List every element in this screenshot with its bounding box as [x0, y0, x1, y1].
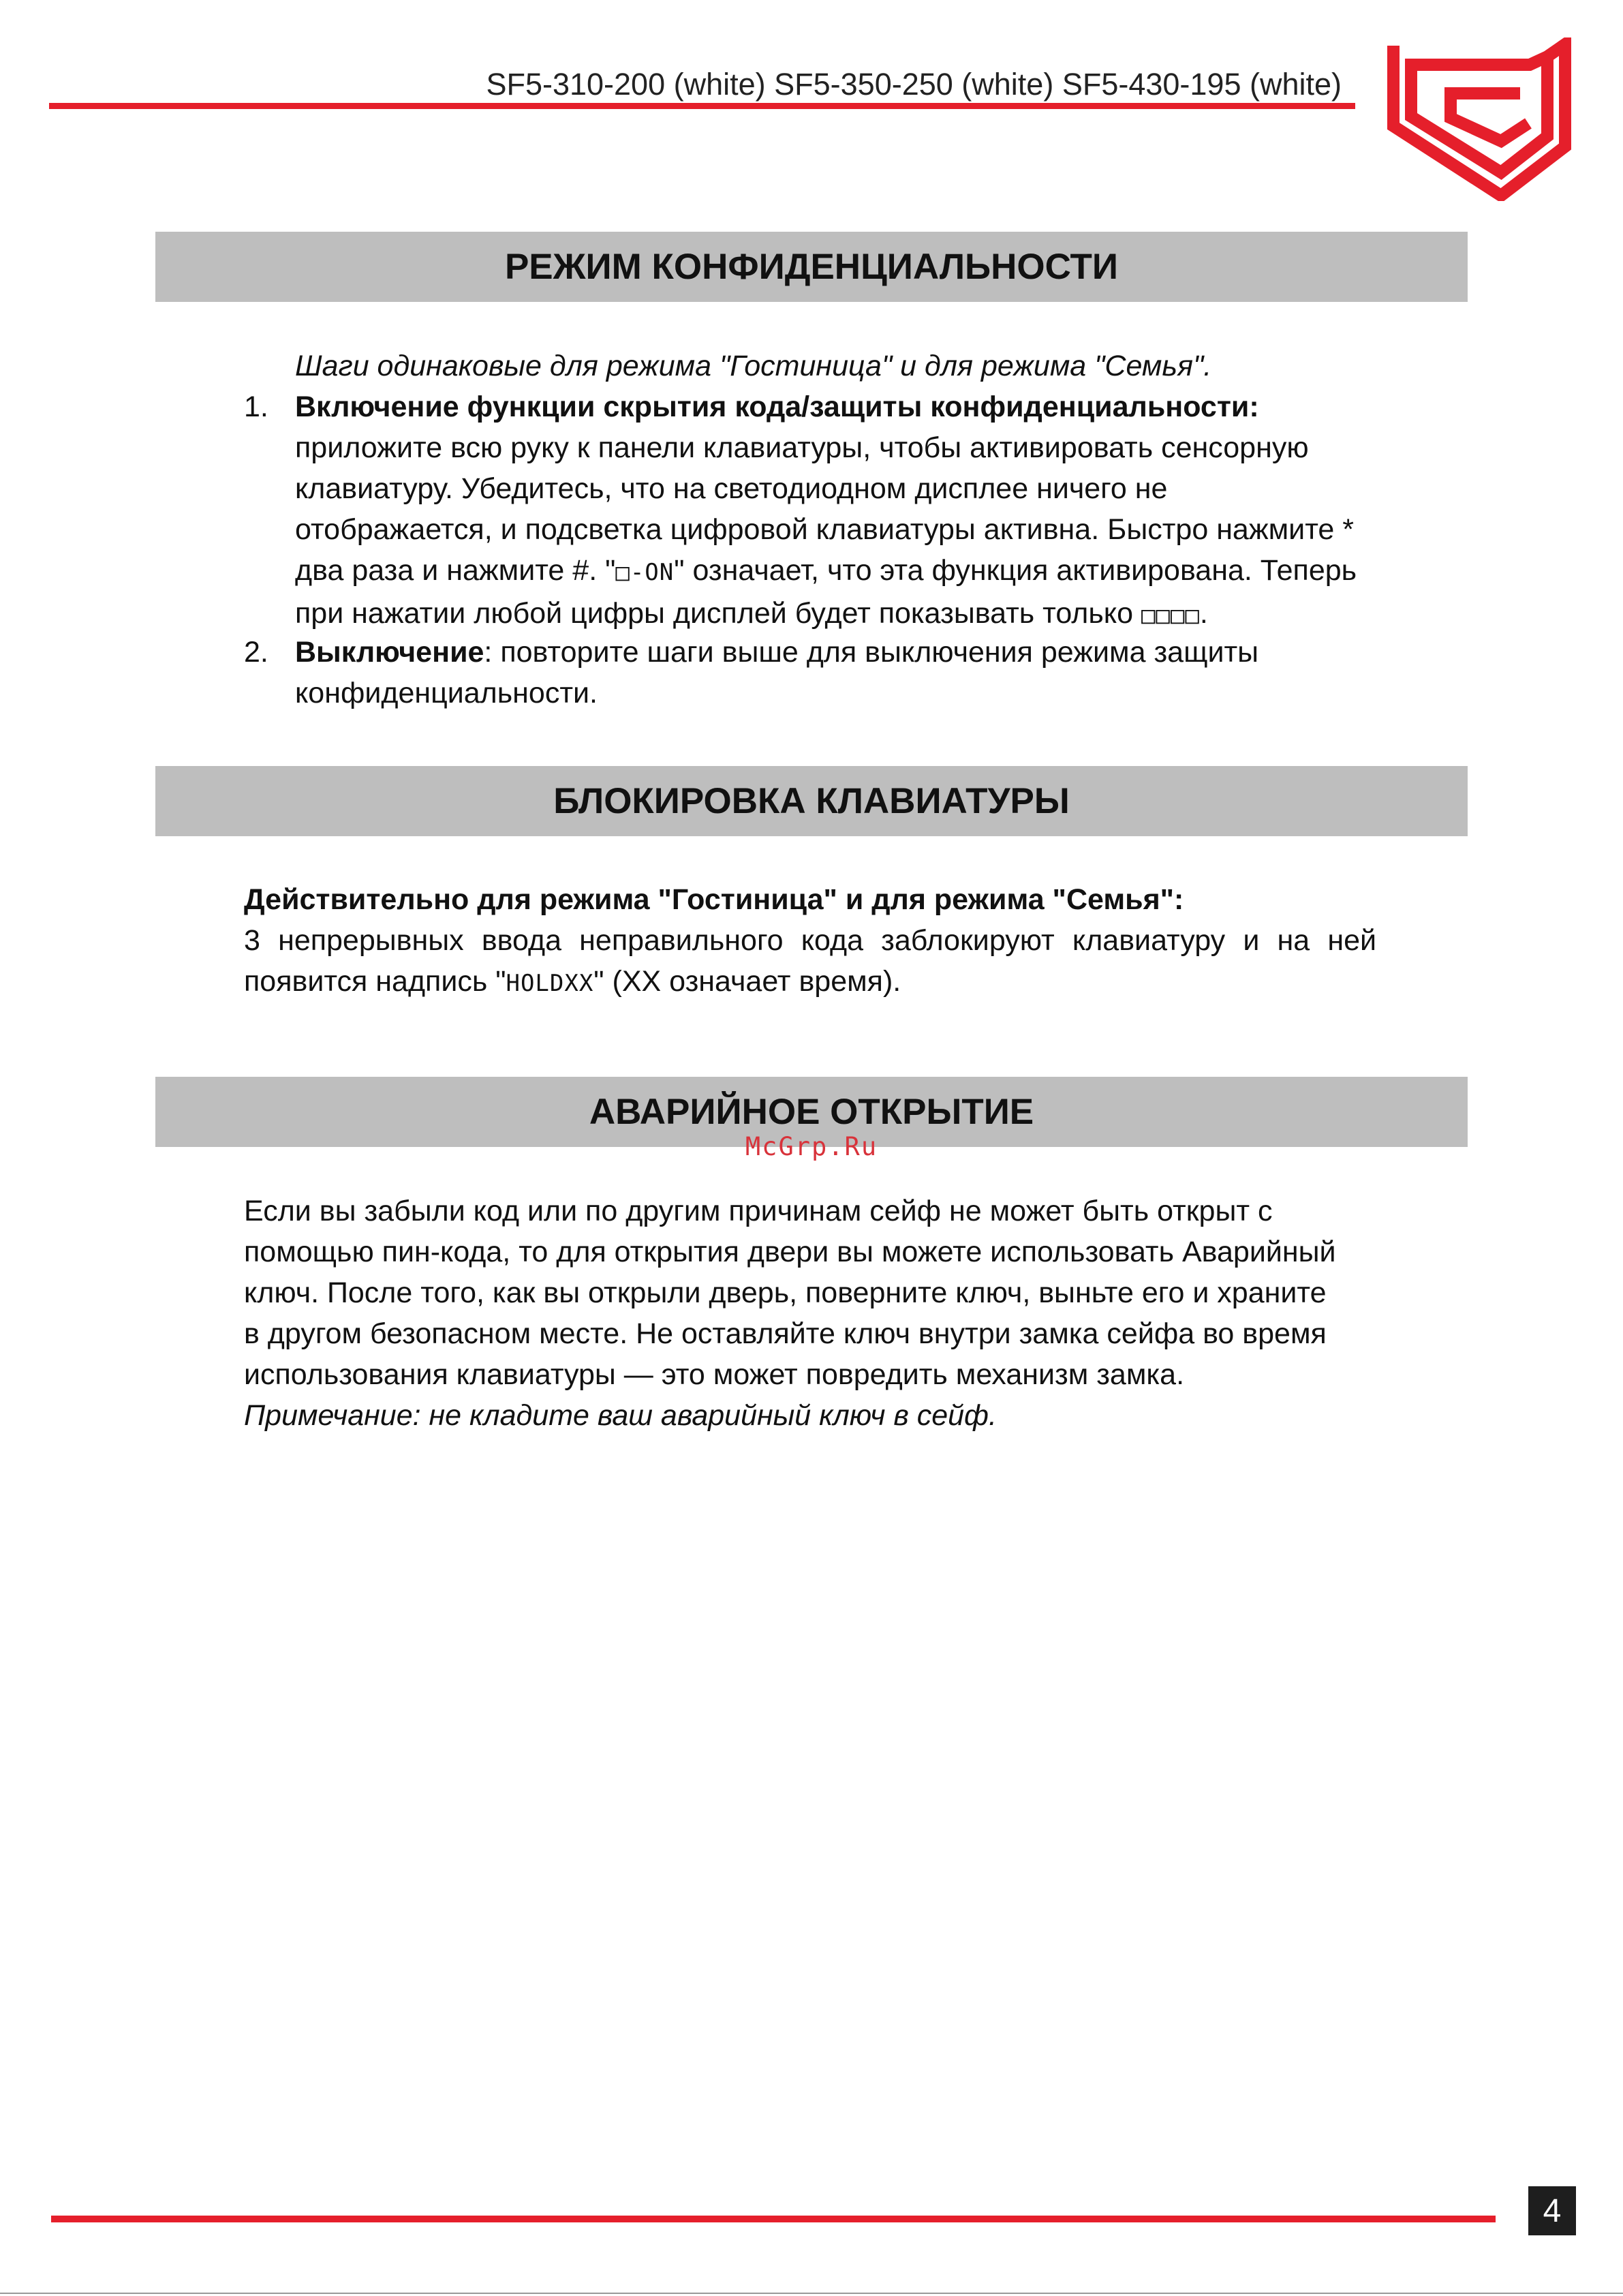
footer-red-rule	[51, 2216, 1496, 2222]
emergency-section-title: АВАРИЙНОЕ ОТКРЫТИЕ	[155, 1077, 1468, 1147]
text-line: Если вы забыли код или по другим причинам сейф не может быть открыт с	[244, 1195, 1273, 1227]
list-number: 1.	[244, 391, 268, 423]
privacy-step-disable	[295, 632, 1258, 714]
lcd-masked-display: □□□□	[1141, 602, 1200, 629]
text-line: приложите всю руку к панели клавиатуры, чтобы активировать сенсорную	[295, 431, 1309, 464]
text-line: Выключение: повторите шаги выше для выключения режима защиты	[295, 636, 1259, 669]
privacy-step-enable	[295, 386, 1357, 636]
page-bottom-edge	[0, 2293, 1623, 2294]
header-model-list: SF5-310-200 (white) SF5-350-250 (white) SF5-430-195 (white)	[486, 67, 1342, 102]
keypad-lock-section-title: БЛОКИРОВКА КЛАВИАТУРЫ	[155, 766, 1468, 836]
text-line: в другом безопасном месте. Не оставляйте ключ внутри замка сейфа во время	[244, 1317, 1327, 1350]
keypad-lock-body	[244, 879, 1376, 1004]
text-line: использования клавиатуры — это может повредить механизм замка.	[244, 1358, 1185, 1391]
text-line: отображается, и подсветка цифровой клавиатуры активна. Быстро нажмите *	[295, 513, 1355, 546]
text-line: появится надпись "HOLDXX" (XX означает время).	[244, 965, 901, 998]
privacy-intro: Шаги одинаковые для режима "Гостиница" и для режима "Семья".	[295, 350, 1212, 382]
lcd-code-display: □-ON	[615, 559, 675, 586]
step-heading: Выключение	[295, 636, 484, 669]
text-line: ключ. После того, как вы открыли дверь, поверните ключ, выньте его и храните	[244, 1276, 1327, 1309]
header-red-rule	[49, 103, 1355, 109]
list-number: 2.	[244, 636, 268, 669]
emergency-body	[244, 1191, 1336, 1436]
privacy-section-title: РЕЖИМ КОНФИДЕНЦИАЛЬНОСТИ	[155, 232, 1468, 302]
step-heading: Включение функции скрытия кода/защиты конфиденциальности:	[295, 391, 1259, 423]
text-line: конфиденциальности.	[295, 677, 598, 709]
brand-logo-icon	[1387, 37, 1574, 201]
lock-subtitle: Действительно для режима "Гостиница" и для режима "Семья":	[244, 883, 1184, 916]
text-line: помощью пин-кода, то для открытия двери вы можете использовать Аварийный	[244, 1236, 1336, 1268]
page-number: 4	[1528, 2186, 1576, 2235]
text-line: 3 непрерывных ввода неправильного кода заблокируют клавиатуру и на ней	[244, 924, 1376, 957]
emergency-note: Примечание: не кладите ваш аварийный ключ в сейф.	[244, 1399, 997, 1432]
text-line: клавиатуру. Убедитесь, что на светодиодном дисплее ничего не	[295, 472, 1168, 505]
text-line: два раза и нажмите #. "□-ON" означает, что эта функция активирована. Теперь	[295, 554, 1357, 587]
watermark: McGrp.Ru	[745, 1132, 878, 1161]
lcd-hold-display: HOLDXX	[506, 970, 594, 997]
text-line: при нажатии любой цифры дисплей будет показывать только □□□□.	[295, 597, 1208, 630]
